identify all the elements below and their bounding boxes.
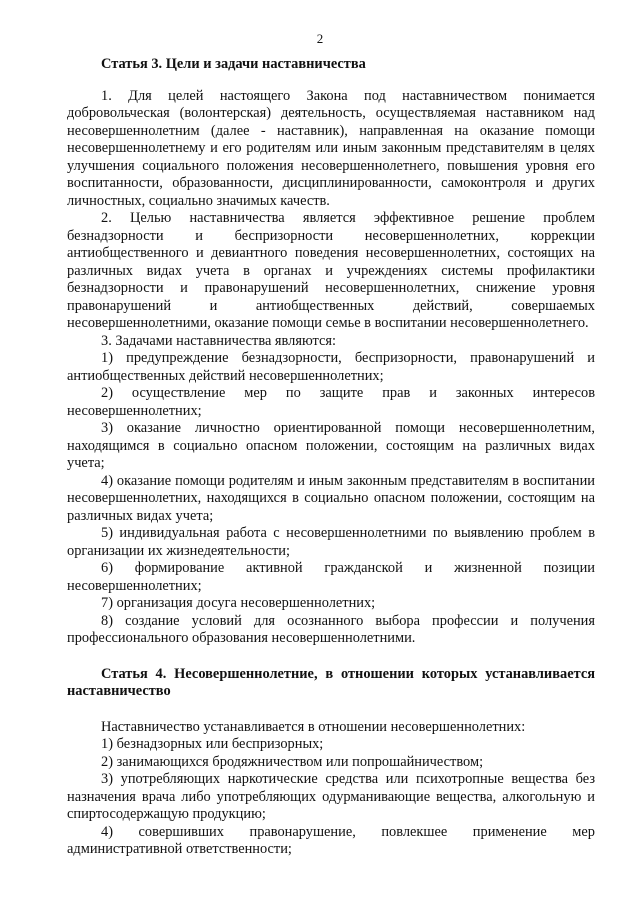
article-3-title: Статья 3. Цели и задачи наставничества bbox=[101, 56, 366, 72]
page-number: 2 bbox=[316, 31, 324, 46]
article-3-paragraph-2: 2. Целью наставничества является эффективное решение проблем безнадзорности и беспризорности несовершеннолетних, коррекции антиобщественного и девиантного поведения несовершеннолетних, состоящих на различных видах учета в органах и учреждениях системы профилактики безнадзорности и правонарушений несовершеннолетних, снижение уровня правонарушений и антиобщественных действий, совершаемых несовершеннолетними, оказание помощи семье в воспитании несовершеннолетнего. bbox=[67, 210, 595, 331]
article-4-item-2: 2) занимающихся бродяжничеством или попрошайничеством; bbox=[101, 753, 484, 770]
article-4-item-4: 4) совершивших правонарушение, повлекшее применение мер административной ответственности; bbox=[67, 823, 595, 857]
article-4-item-1: 1) безнадзорных или беспризорных; bbox=[101, 736, 324, 752]
article-3-task-6: 6) формирование активной гражданской и жизненной позиции несовершеннолетних; bbox=[67, 560, 595, 594]
article-3-task-4: 4) оказание помощи родителям и иным законным представителям в воспитании несовершеннолетних, находящихся в социально опасном положении, состоящим на различных видах учета; bbox=[67, 472, 595, 524]
article-4-title: Статья 4. Несовершеннолетние, в отношении которых устанавливается наставничество bbox=[67, 665, 595, 699]
article-3-task-1: 1) предупреждение безнадзорности, беспризорности, правонарушений и антиобщественных действий несовершеннолетних; bbox=[67, 350, 595, 384]
article-3-paragraph-1: 1. Для целей настоящего Закона под наставничеством понимается добровольческая (волонтерская) деятельность, осуществляемая наставником над несовершеннолетним (далее - наставник), направленная на оказание помощи несовершеннолетнему и его родителям или иным законным представителям в целях улучшения социального положения несовершеннолетнего, повышения уровня его воспитанности, образованности, дисциплинированности, самоконтроля и других личностных, социально значимых качеств. bbox=[67, 87, 595, 209]
document-body bbox=[67, 56, 595, 859]
article-3-task-2: 2) осуществление мер по защите прав и законных интересов несовершеннолетних; bbox=[67, 385, 595, 419]
article-3-paragraph-3: 3. Задачами наставничества являются: bbox=[101, 332, 336, 349]
article-4-item-3: 3) употребляющих наркотические средства или психотропные вещества без назначения врача либо употребляющих одурманивающие вещества, алкогольную и спиртосодержащую продукцию; bbox=[67, 771, 595, 822]
article-3-task-3: 3) оказание личностно ориентированной помощи несовершеннолетним, находящимся в социально опасном положении, состоящим на различных видах учета; bbox=[67, 420, 595, 471]
article-3-task-7: 7) организация досуга несовершеннолетних; bbox=[101, 595, 376, 611]
article-4-intro: Наставничество устанавливается в отношении несовершеннолетних: bbox=[101, 718, 526, 735]
article-3-task-8: 8) создание условий для осознанного выбора профессии и получения профессионального образования несовершеннолетними. bbox=[67, 612, 595, 646]
article-3-task-5: 5) индивидуальная работа с несовершеннолетними по выявлению проблем в организации их жизнедеятельности; bbox=[67, 525, 595, 559]
